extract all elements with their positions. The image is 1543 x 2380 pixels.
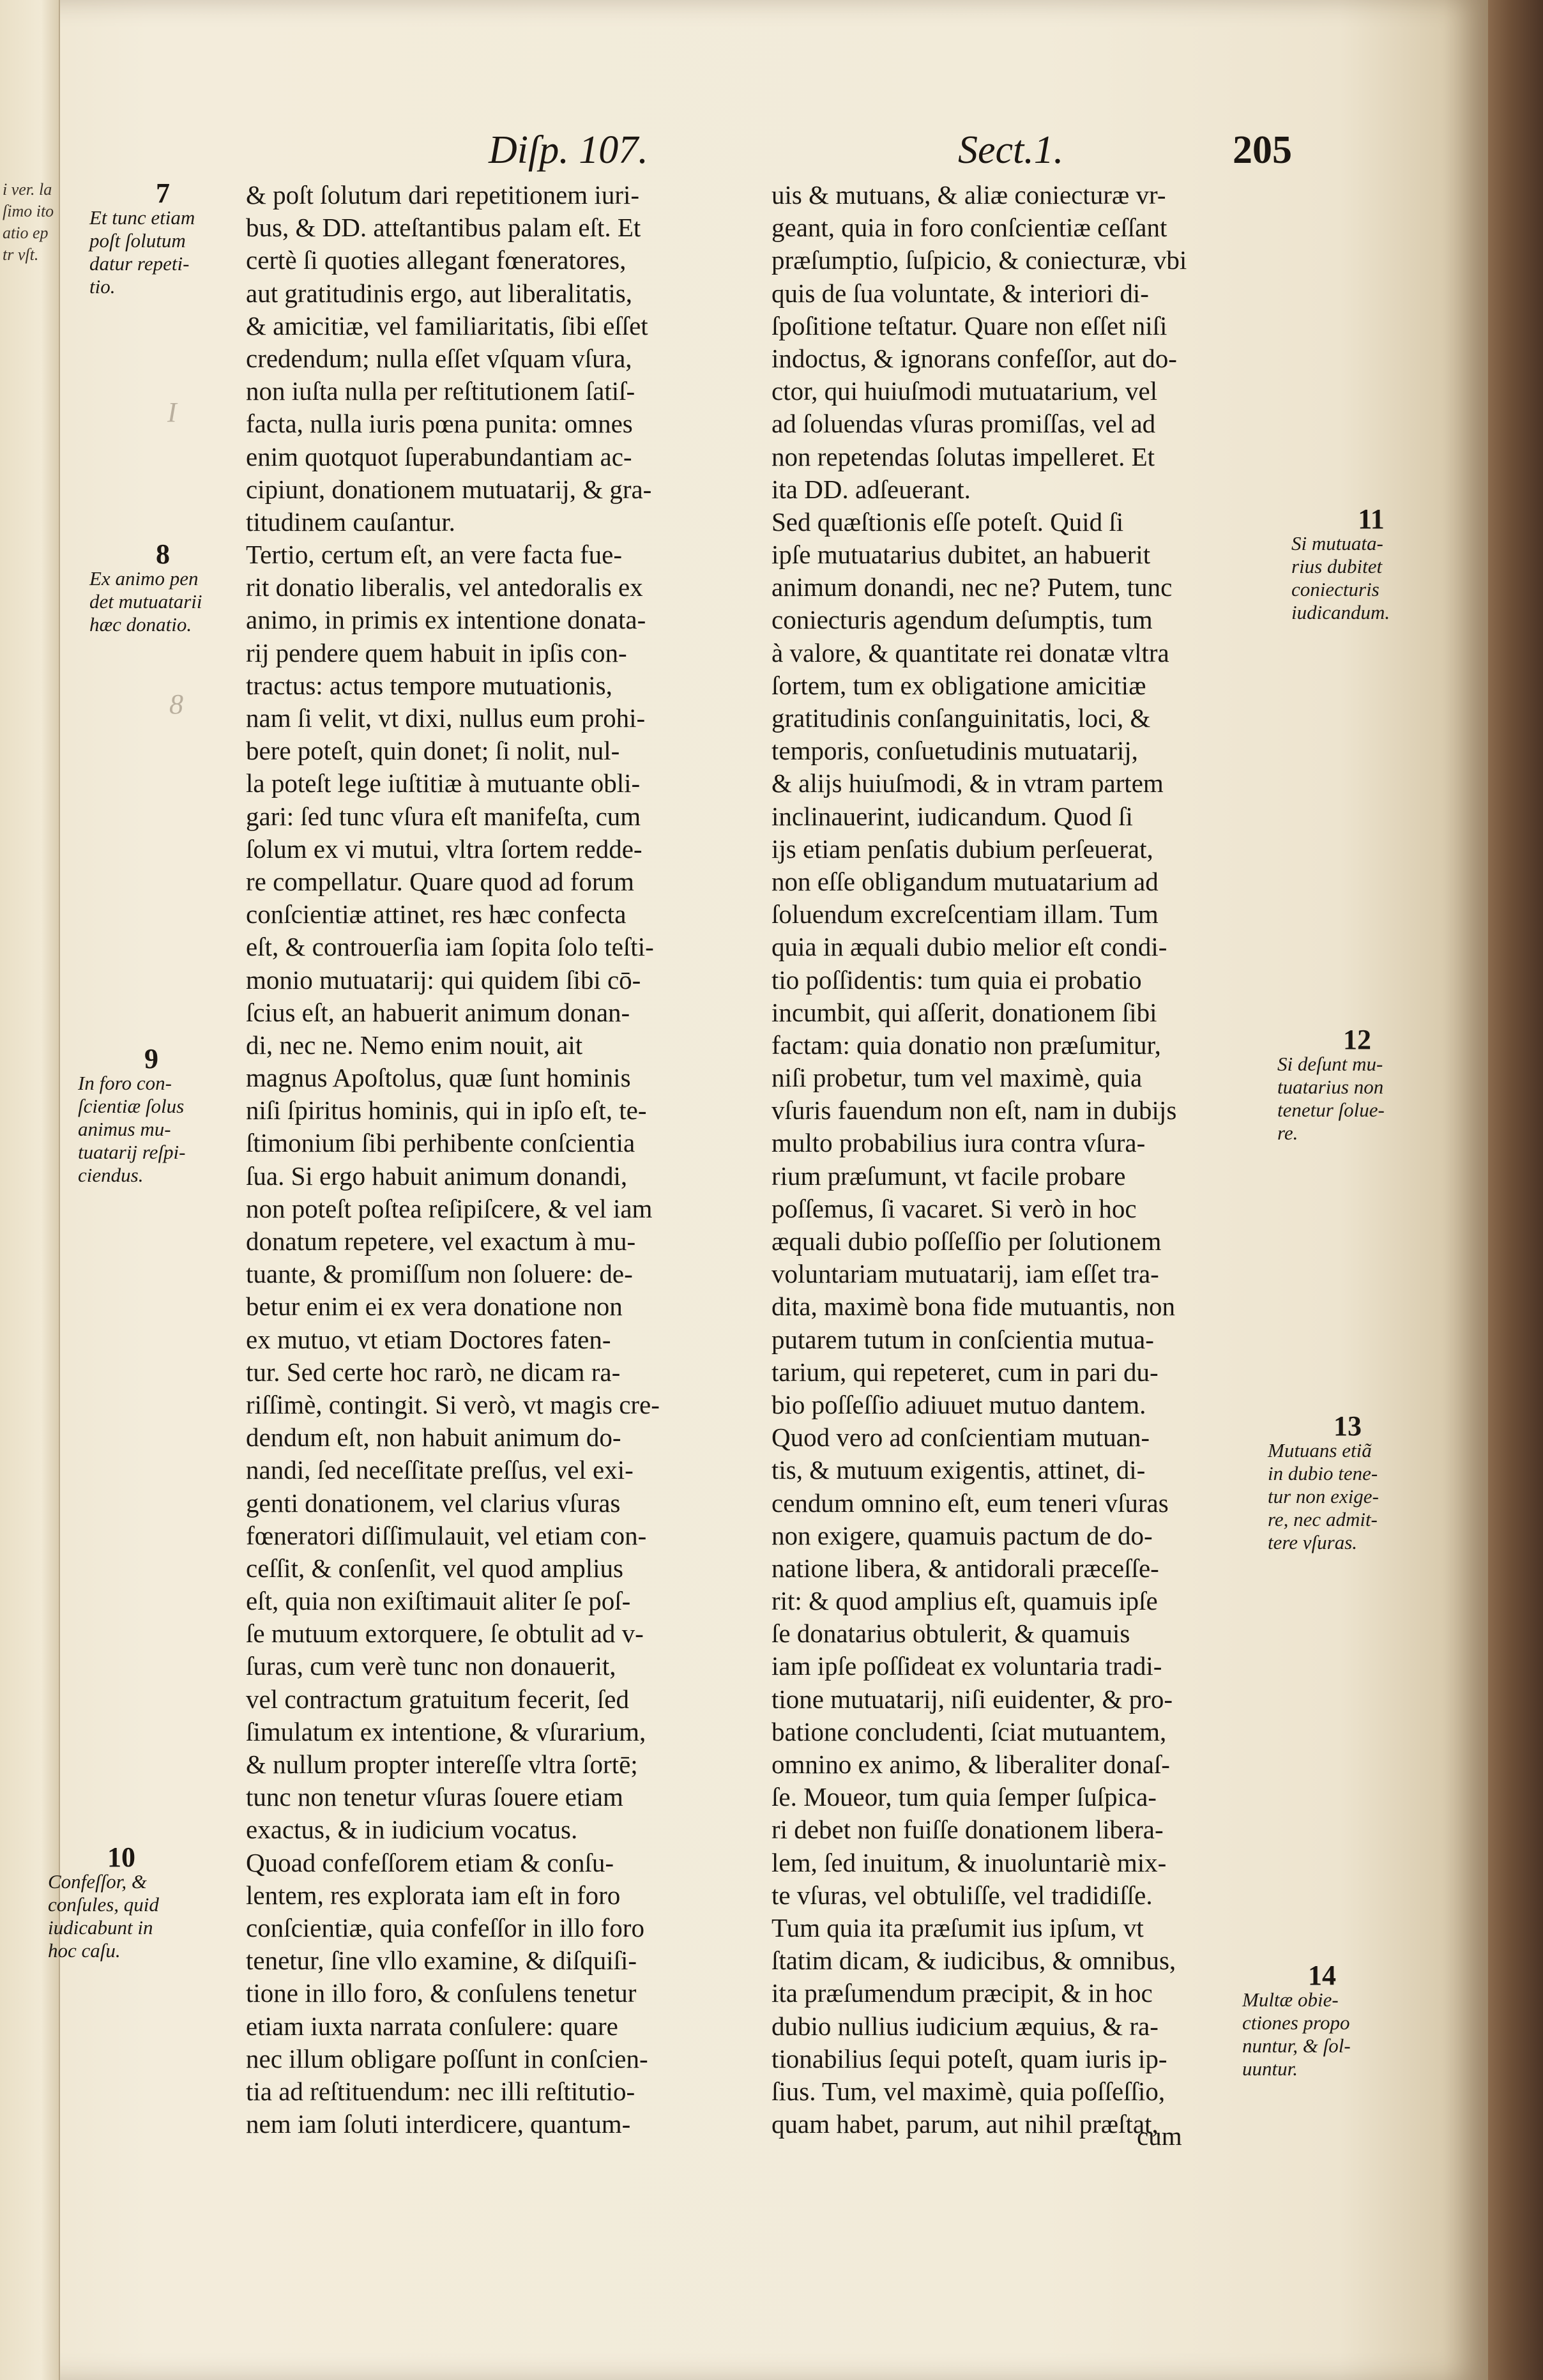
text-line: rit: & quod amplius eſt, quamuis ipſe	[771, 1586, 1158, 1616]
text-line: ctor, qui huiuſmodi mutuatarium, vel	[771, 376, 1158, 406]
margin-note-line: rius dubitet	[1291, 555, 1383, 577]
margin-note-line: tur non exige-	[1268, 1485, 1379, 1507]
text-line: non repetendas ſolutas impelleret. Et	[771, 441, 1155, 471]
text-line: cendum omnino eſt, eum teneri vſuras	[771, 1488, 1169, 1518]
text-line: ad ſoluendas vſuras promiſſas, vel ad	[771, 409, 1156, 439]
margin-note-line: re, nec admit-	[1268, 1508, 1378, 1530]
margin-note-line: hoc caſu.	[48, 1939, 121, 1962]
text-line: facta, nulla iuris pœna punita: omnes	[246, 409, 633, 439]
margin-note-line: Mutuans etiã	[1268, 1439, 1372, 1461]
text-line: iam ipſe poſſideat ex voluntaria tradi-	[771, 1651, 1162, 1681]
text-line: putarem tutum in conſcientia mutua-	[771, 1324, 1154, 1354]
margin-note-number: 13	[1334, 1410, 1362, 1442]
text-line: tionabilius ſequi poteſt, quam iuris ip-	[771, 2043, 1167, 2073]
margin-note-number: 11	[1358, 503, 1385, 535]
text-line: lem, ſed inuitum, & inuoluntariè mix-	[771, 1847, 1167, 1877]
text-line: multo probabilius iura contra vſura-	[771, 1128, 1146, 1158]
text-line: tio poſſidentis: tum quia ei probatio	[771, 965, 1142, 995]
catchword: cum	[1137, 2121, 1182, 2151]
margin-note-line: poſt ſolutum	[89, 229, 186, 252]
text-line: monio mutuatarij: qui quidem ſibi cō-	[246, 965, 641, 995]
previous-page-line: atio ep	[3, 224, 49, 242]
text-line: certè ſi quoties allegant fœneratores,	[246, 245, 627, 275]
margin-note-line: iudicabunt in	[48, 1916, 153, 1939]
text-line: niſi ſpiritus hominis, qui in ipſo eſt, te-	[246, 1095, 647, 1125]
header-section: Sect.1.	[958, 128, 1064, 172]
text-line: ſe donatarius obtulerit, & quamuis	[771, 1619, 1130, 1649]
margin-note-line: tio.	[89, 275, 116, 298]
margin-note-line: Multæ obie-	[1242, 1988, 1339, 2011]
text-line: gratitudinis conſanguinitatis, loci, &	[771, 703, 1151, 733]
margin-note-line: re.	[1277, 1122, 1298, 1144]
text-line: tractus: actus tempore mutuationis,	[246, 670, 612, 700]
text-line: magnus Apoſtolus, quæ ſunt hominis	[246, 1063, 631, 1093]
text-line: ijs etiam penſatis dubium perſeuerat,	[771, 834, 1153, 864]
text-line: factam: quia donatio non præſumitur,	[771, 1030, 1161, 1060]
text-line: tarium, qui repeteret, cum in pari du-	[771, 1357, 1159, 1387]
margin-note-number: 14	[1308, 1960, 1336, 1991]
text-line: voluntariam mutuatarij, iam eſſet tra-	[771, 1259, 1159, 1289]
text-line: incumbit, qui aſſerit, donationem ſibi	[771, 997, 1157, 1027]
previous-page-fragments	[3, 179, 54, 266]
text-line: genti donationem, vel clarius vſuras	[246, 1488, 621, 1518]
margin-note-line: Si mutuata-	[1291, 532, 1383, 554]
text-line: temporis, conſuetudinis mutuatarij,	[771, 736, 1138, 766]
text-line: nam ſi velit, vt dixi, nullus eum prohi-	[246, 703, 646, 733]
text-line: nandi, ſed neceſſitate preſſus, vel exi-	[246, 1455, 634, 1485]
text-line: ri debet non fuiſſe donationem libera-	[771, 1815, 1164, 1845]
text-line: à valore, & quantitate rei donatæ vltra	[771, 637, 1169, 667]
left-text-column	[246, 179, 743, 2140]
text-line: dendum eſt, non habuit animum do-	[246, 1423, 621, 1453]
margin-note	[1277, 1024, 1437, 1145]
text-line: riſſimè, contingit. Si verò, vt magis cre-	[246, 1389, 660, 1419]
margin-note-number: 12	[1343, 1024, 1371, 1055]
text-line: tione in illo foro, & conſulens tenetur	[246, 1978, 637, 2008]
text-line: Tertio, certum eſt, an vere facta fue-	[246, 540, 623, 570]
text-line: ita præſumendum præcipit, & in hoc	[771, 1978, 1153, 2008]
text-line: di, nec ne. Nemo enim nouit, ait	[246, 1030, 583, 1060]
text-line: & alijs huiuſmodi, & in vtram partem	[771, 768, 1164, 798]
text-line: dita, maximè bona fide mutuantis, non	[771, 1292, 1175, 1322]
text-line: eſt, & controuerſia iam ſopita ſolo teſti-	[246, 932, 654, 962]
text-line: inclinauerint, iudicandum. Quod ſi	[771, 801, 1133, 831]
text-line: conſcientiæ, quia confeſſor in illo foro	[246, 1912, 644, 1942]
margin-note-line: Et tunc etiam	[89, 206, 195, 229]
text-line: indoctus, & ignorans confeſſor, aut do-	[771, 343, 1177, 373]
text-line: Sed quæſtionis eſſe poteſt. Quid ſi	[771, 507, 1124, 537]
text-line: nem iam ſoluti interdicere, quantum-	[246, 2109, 631, 2139]
text-line: tia ad reſtituendum: nec illi reſtitutio-	[246, 2076, 635, 2106]
text-line: tuante, & promiſſum non ſoluere: de-	[246, 1259, 633, 1289]
text-line: lentem, res explorata iam eſt in foro	[246, 1880, 621, 1910]
margin-note-line: nuntur, & ſol-	[1242, 2034, 1351, 2057]
text-line: quis de ſua voluntate, & interiori di-	[771, 278, 1149, 308]
text-line: & nullum propter intereſſe vltra ſortē;	[246, 1750, 638, 1779]
text-line: aut gratitudinis ergo, aut liberalitatis,	[246, 278, 632, 308]
text-line: fœneratori diſſimulauit, vel etiam con-	[246, 1520, 647, 1550]
previous-page-line: i ver. la	[3, 180, 52, 199]
text-line: niſi probetur, tum vel maximè, quia	[771, 1063, 1143, 1093]
text-line: quam habet, parum, aut nihil præſtat,	[771, 2109, 1159, 2139]
previous-page-line: ſimo ito	[3, 202, 54, 220]
margin-note	[1242, 1960, 1402, 2080]
text-line: ſortem, tum ex obligatione amicitiæ	[771, 670, 1146, 700]
margin-note	[1268, 1410, 1427, 1554]
text-line: donatum repetere, vel exactum à mu-	[246, 1226, 636, 1256]
margin-note-line: In foro con-	[78, 1072, 172, 1094]
text-line: ſtatim dicam, & iudicibus, & omnibus,	[771, 1946, 1176, 1976]
text-line: la poteſt lege iuſtitiæ à mutuante obli-	[246, 768, 641, 798]
text-line: enim quotquot ſuperabundantiam ac-	[246, 441, 632, 471]
bleed-through-mark: 8	[169, 689, 183, 720]
text-line: vel contractum gratuitum fecerit, ſed	[246, 1684, 629, 1714]
margin-note-line: tere vſuras.	[1268, 1531, 1358, 1553]
margin-note-number: 10	[107, 1842, 135, 1873]
page-number: 205	[1233, 128, 1292, 172]
margin-note-line: animus mu-	[78, 1118, 171, 1140]
margin-note	[1291, 503, 1451, 624]
text-line: dubio nullius iudicium æquius, & ra-	[771, 2011, 1159, 2041]
text-line: cipiunt, donationem mutuatarij, & gra-	[246, 474, 652, 504]
margin-note	[78, 1043, 225, 1187]
margin-note-line: Si deſunt mu-	[1277, 1053, 1383, 1075]
margin-note	[89, 538, 236, 636]
text-line: ſcius eſt, an habuerit animum donan-	[246, 997, 630, 1027]
margin-note-number: 8	[156, 538, 170, 570]
margin-note-line: tuatarius non	[1277, 1076, 1384, 1098]
text-line: ſe. Moueor, tum quia ſemper ſuſpica-	[771, 1782, 1157, 1812]
text-line: non eſſe obligandum mutuatarium ad	[771, 866, 1159, 896]
text-line: eſt, quia non exiſtimauit aliter ſe poſ-	[246, 1586, 631, 1616]
running-header	[0, 128, 1488, 172]
margin-note-line: ciendus.	[78, 1164, 144, 1186]
text-line: tur. Sed certe hoc rarò, ne dicam ra-	[246, 1357, 621, 1387]
margin-note-line: uuntur.	[1242, 2057, 1298, 2080]
header-disputation: Diſp. 107.	[489, 128, 648, 172]
margin-note-line: in dubio tene-	[1268, 1462, 1378, 1484]
text-line: æquali dubio poſſeſſio per ſolutionem	[771, 1226, 1162, 1256]
text-line: titudinem cauſantur.	[246, 507, 455, 537]
text-line: natione libera, & antidorali præceſſe-	[771, 1553, 1159, 1583]
margin-note-line: datur repeti-	[89, 252, 190, 275]
margin-note-number: 9	[144, 1043, 158, 1074]
previous-page-line: tr vſt.	[3, 245, 39, 264]
text-line: ſe mutuum extorquere, ſe obtulit ad v-	[246, 1619, 644, 1649]
text-line: non poteſt poſtea reſipiſcere, & vel iam	[246, 1193, 653, 1223]
text-line: rij pendere quem habuit in ipſis con-	[246, 637, 627, 667]
text-line: tis, & mutuum exigentis, attinet, di-	[771, 1455, 1146, 1485]
text-line: batione concludenti, ſciat mutuantem,	[771, 1716, 1167, 1746]
text-line: conſcientiæ attinet, res hæc confecta	[246, 899, 627, 929]
text-line: ſius. Tum, vel maximè, quia poſſeſſio,	[771, 2076, 1166, 2106]
margin-note-line: tuatarij reſpi-	[78, 1141, 186, 1163]
text-line: ex mutuo, vt etiam Doctores faten-	[246, 1324, 611, 1354]
text-line: ſolum ex vi mutui, vltra ſortem redde-	[246, 834, 642, 864]
previous-page-strip	[0, 0, 60, 2380]
text-line: bus, & DD. atteſtantibus palam eſt. Et	[246, 213, 641, 243]
text-line: ita DD. adſeuerant.	[771, 474, 971, 504]
text-line: etiam iuxta narrata conſulere: quare	[246, 2011, 618, 2041]
text-line: bere poteſt, quin donet; ſi nolit, nul-	[246, 736, 620, 766]
text-line: & poſt ſolutum dari repetitionem iuri-	[246, 180, 640, 210]
text-line: rit donatio liberalis, vel antedoralis ex	[246, 572, 643, 602]
margin-note-line: iudicandum.	[1291, 601, 1390, 623]
text-line: ſimulatum ex intentione, & vſurarium,	[246, 1716, 646, 1746]
text-line: nec illum obligare poſſunt in conſcien-	[246, 2043, 648, 2073]
bleed-through-mark: I	[167, 397, 177, 428]
text-line: ceſſit, & conſenſit, vel quod amplius	[246, 1553, 623, 1583]
text-line: non exigere, quamuis pactum de do-	[771, 1520, 1153, 1550]
text-line: & amicitiæ, vel familiaritatis, ſibi eſſet	[246, 310, 648, 340]
text-line: ſua. Si ergo habuit animum donandi,	[246, 1161, 628, 1191]
right-text-column	[771, 179, 1286, 2140]
margin-note-line: conſules, quid	[48, 1893, 159, 1916]
text-line: animum donandi, nec ne? Putem, tunc	[771, 572, 1173, 602]
margin-note-line: coniecturis	[1291, 578, 1380, 600]
text-line: Quod vero ad conſcientiam mutuan-	[771, 1423, 1150, 1453]
margin-note-line: ſcientiæ ſolus	[78, 1095, 185, 1117]
text-line: ſpoſitione teſtatur. Quare non eſſet niſi	[771, 310, 1167, 340]
text-line: uis & mutuans, & aliæ coniecturæ vr-	[771, 180, 1166, 210]
text-line: ſtimonium ſibi perhibente conſcientia	[246, 1128, 635, 1158]
margin-note	[48, 1842, 195, 1962]
margin-note-line: ctiones propo	[1242, 2011, 1350, 2034]
text-line: non iuſta nulla per reſtitutionem ſatiſ-	[246, 376, 635, 406]
text-line: exactus, & in iudicium vocatus.	[246, 1815, 578, 1845]
text-line: ſuras, cum verè tunc non donauerit,	[246, 1651, 616, 1681]
text-line: betur enim ei ex vera donatione non	[246, 1292, 623, 1322]
text-line: quia in æquali dubio melior eſt condi-	[771, 932, 1167, 962]
text-line: ipſe mutuatarius dubitet, an habuerit	[771, 540, 1151, 570]
text-line: poſſemus, ſi vacaret. Si verò in hoc	[771, 1193, 1137, 1223]
text-line: gari: ſed tunc vſura eſt manifeſta, cum	[246, 801, 641, 831]
text-line: credendum; nulla eſſet vſquam vſura,	[246, 343, 632, 373]
text-line: Tum quia ita præſumit ius ipſum, vt	[771, 1912, 1144, 1942]
margin-note-number: 7	[156, 178, 170, 209]
text-line: coniecturis agendum deſumptis, tum	[771, 605, 1153, 635]
text-line: omnino ex animo, & liberaliter donaſ-	[771, 1750, 1170, 1779]
text-line: te vſuras, vel obtuliſſe, vel tradidiſſe.	[771, 1880, 1153, 1910]
text-line: tenetur, ſine vllo examine, & diſquiſi-	[246, 1946, 637, 1976]
text-line: ſoluendum excreſcentiam illam. Tum	[771, 899, 1159, 929]
margin-note-line: Confeſſor, &	[48, 1870, 148, 1893]
text-line: re compellatur. Quare quod ad forum	[246, 866, 634, 896]
book-edge	[1488, 0, 1543, 2380]
text-line: animo, in primis ex intentione donata-	[246, 605, 646, 635]
text-line: tunc non tenetur vſuras ſouere etiam	[246, 1782, 623, 1812]
margin-note-line: tenetur ſolue-	[1277, 1099, 1385, 1121]
text-line: vſuris fauendum non eſt, nam in dubijs	[771, 1095, 1177, 1125]
text-line: Quoad confeſſorem etiam & conſu-	[246, 1847, 614, 1877]
margin-note-line: det mutuatarii	[89, 590, 202, 613]
text-line: rium præſumunt, vt facile probare	[771, 1161, 1126, 1191]
text-line: tione mutuatarij, niſi euidenter, & pro-	[771, 1684, 1173, 1714]
text-line: bio poſſeſſio adiuuet mutuo dantem.	[771, 1389, 1146, 1419]
margin-note	[89, 178, 236, 298]
margin-note-line: hæc donatio.	[89, 613, 192, 636]
text-line: geant, quia in foro conſcientiæ ceſſant	[771, 213, 1167, 243]
margin-note-line: Ex animo pen	[89, 567, 199, 590]
text-line: præſumptio, ſuſpicio, & coniecturæ, vbi	[771, 245, 1187, 275]
